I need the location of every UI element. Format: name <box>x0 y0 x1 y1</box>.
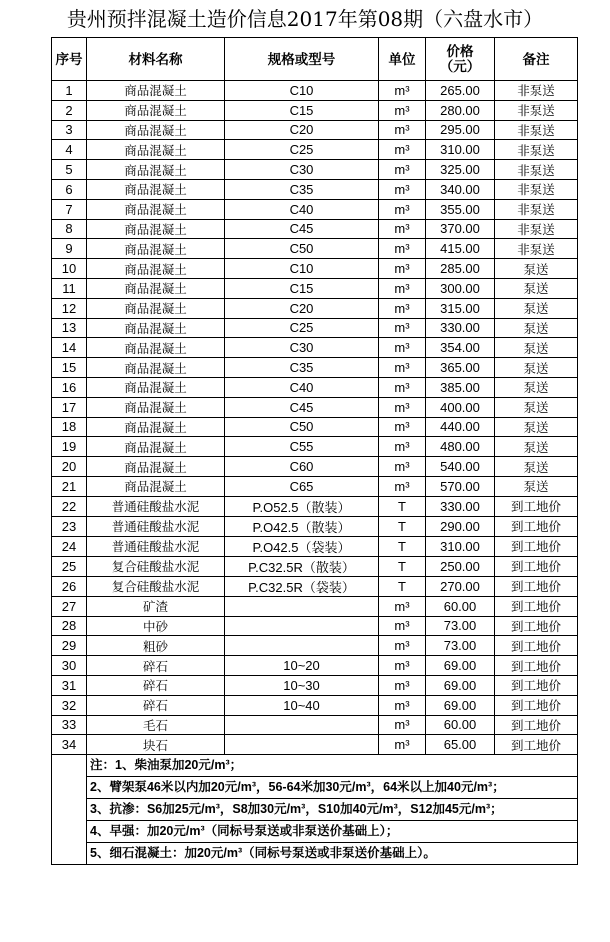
cell-seq: 11 <box>52 278 87 298</box>
cell-price: 69.00 <box>426 675 495 695</box>
cell-unit: T <box>379 576 426 596</box>
cell-price: 570.00 <box>426 476 495 496</box>
cell-spec: C30 <box>225 338 379 358</box>
cell-spec: C65 <box>225 476 379 496</box>
table-row <box>52 160 578 180</box>
cell-price: 285.00 <box>426 259 495 279</box>
cell-name: 普通硅酸盐水泥 <box>87 516 225 536</box>
cell-spec <box>225 636 379 656</box>
cell-unit: T <box>379 536 426 556</box>
cell-seq: 7 <box>52 199 87 219</box>
cell-name: 商品混凝土 <box>87 338 225 358</box>
cell-price: 315.00 <box>426 298 495 318</box>
table-row <box>52 298 578 318</box>
cell-name: 商品混凝土 <box>87 81 225 101</box>
cell-price: 440.00 <box>426 417 495 437</box>
cell-unit: m³ <box>379 437 426 457</box>
table-row <box>52 259 578 279</box>
header-unit: 单位 <box>379 38 426 81</box>
note-3: 3、抗渗：S6加25元/m³，S8加30元/m³，S10加40元/m³，S12加45元/m³； <box>87 799 578 821</box>
cell-remark: 非泵送 <box>495 199 578 219</box>
cell-name: 商品混凝土 <box>87 239 225 259</box>
cell-price: 355.00 <box>426 199 495 219</box>
cell-unit: m³ <box>379 140 426 160</box>
cell-seq: 19 <box>52 437 87 457</box>
table-row <box>52 656 578 676</box>
cell-price: 69.00 <box>426 695 495 715</box>
cell-name: 碎石 <box>87 695 225 715</box>
cell-spec: P.C32.5R（散装） <box>225 556 379 576</box>
cell-name: 普通硅酸盐水泥 <box>87 496 225 516</box>
cell-name: 商品混凝土 <box>87 100 225 120</box>
cell-spec: P.O42.5（袋装） <box>225 536 379 556</box>
cell-name: 块石 <box>87 735 225 755</box>
cell-unit: m³ <box>379 417 426 437</box>
table-row <box>52 675 578 695</box>
table-row <box>52 457 578 477</box>
cell-remark: 泵送 <box>495 437 578 457</box>
cell-spec: C15 <box>225 100 379 120</box>
cell-name: 中砂 <box>87 616 225 636</box>
table-row <box>52 536 578 556</box>
cell-name: 矿渣 <box>87 596 225 616</box>
table-row <box>52 358 578 378</box>
note-5: 5、细石混凝土：加20元/m³（同标号泵送或非泵送价基础上）。 <box>87 843 578 865</box>
notes-blank-cell <box>52 755 87 865</box>
cell-name: 商品混凝土 <box>87 397 225 417</box>
cell-spec: 10~20 <box>225 656 379 676</box>
cell-spec: C10 <box>225 259 379 279</box>
cell-name: 商品混凝土 <box>87 278 225 298</box>
cell-price: 400.00 <box>426 397 495 417</box>
cell-remark: 泵送 <box>495 377 578 397</box>
cell-name: 商品混凝土 <box>87 120 225 140</box>
cell-remark: 到工地价 <box>495 616 578 636</box>
cell-price: 385.00 <box>426 377 495 397</box>
cell-seq: 6 <box>52 179 87 199</box>
cell-unit: m³ <box>379 318 426 338</box>
table-row <box>52 100 578 120</box>
cell-remark: 非泵送 <box>495 120 578 140</box>
page-title: 贵州预拌混凝土造价信息2017年第08期（六盘水市） <box>66 7 544 31</box>
cell-spec: 10~40 <box>225 695 379 715</box>
cell-seq: 13 <box>52 318 87 338</box>
table-row <box>52 338 578 358</box>
table-row <box>52 636 578 656</box>
cell-name: 普通硅酸盐水泥 <box>87 536 225 556</box>
cell-name: 商品混凝土 <box>87 140 225 160</box>
notes-row-5 <box>52 843 578 865</box>
cell-unit: m³ <box>379 199 426 219</box>
cell-name: 商品混凝土 <box>87 476 225 496</box>
cell-name: 商品混凝土 <box>87 358 225 378</box>
cell-remark: 非泵送 <box>495 81 578 101</box>
cell-spec: C50 <box>225 239 379 259</box>
cell-seq: 23 <box>52 516 87 536</box>
cell-seq: 34 <box>52 735 87 755</box>
cell-unit: m³ <box>379 695 426 715</box>
cell-spec: C30 <box>225 160 379 180</box>
cell-seq: 1 <box>52 81 87 101</box>
cell-spec: C25 <box>225 318 379 338</box>
cell-price: 310.00 <box>426 536 495 556</box>
cell-remark: 泵送 <box>495 259 578 279</box>
cell-spec: C25 <box>225 140 379 160</box>
header-spec: 规格或型号 <box>225 38 379 81</box>
table-row <box>52 179 578 199</box>
cell-seq: 15 <box>52 358 87 378</box>
cell-spec: C50 <box>225 417 379 437</box>
cell-spec: C60 <box>225 457 379 477</box>
cell-remark: 到工地价 <box>495 675 578 695</box>
table-row <box>52 576 578 596</box>
table-row <box>52 81 578 101</box>
header-price-line2: （元） <box>439 59 481 74</box>
cell-seq: 17 <box>52 397 87 417</box>
cell-seq: 26 <box>52 576 87 596</box>
cell-unit: m³ <box>379 298 426 318</box>
table-row <box>52 199 578 219</box>
cell-seq: 29 <box>52 636 87 656</box>
cell-seq: 33 <box>52 715 87 735</box>
notes-row-1 <box>52 755 578 777</box>
header-remark: 备注 <box>495 38 578 81</box>
cell-remark: 到工地价 <box>495 715 578 735</box>
cell-seq: 21 <box>52 476 87 496</box>
cell-seq: 9 <box>52 239 87 259</box>
cell-seq: 10 <box>52 259 87 279</box>
notes-row-4 <box>52 821 578 843</box>
table-row <box>52 318 578 338</box>
table-row <box>52 140 578 160</box>
cell-remark: 非泵送 <box>495 100 578 120</box>
cell-name: 毛石 <box>87 715 225 735</box>
header-price <box>426 38 495 81</box>
cell-seq: 2 <box>52 100 87 120</box>
cell-unit: m³ <box>379 616 426 636</box>
cell-unit: m³ <box>379 179 426 199</box>
table-row <box>52 239 578 259</box>
cell-spec <box>225 596 379 616</box>
table-row <box>52 735 578 755</box>
cell-spec: C10 <box>225 81 379 101</box>
cell-remark: 到工地价 <box>495 516 578 536</box>
cell-name: 商品混凝土 <box>87 318 225 338</box>
table-body <box>52 81 578 755</box>
cell-spec: P.C32.5R（袋装） <box>225 576 379 596</box>
cell-unit: m³ <box>379 358 426 378</box>
cell-price: 480.00 <box>426 437 495 457</box>
cell-price: 290.00 <box>426 516 495 536</box>
cell-name: 碎石 <box>87 656 225 676</box>
table-row <box>52 417 578 437</box>
cell-price: 325.00 <box>426 160 495 180</box>
cell-spec: C15 <box>225 278 379 298</box>
cell-seq: 3 <box>52 120 87 140</box>
cell-remark: 到工地价 <box>495 636 578 656</box>
table-row <box>52 596 578 616</box>
cell-price: 370.00 <box>426 219 495 239</box>
cell-price: 60.00 <box>426 596 495 616</box>
cell-name: 商品混凝土 <box>87 437 225 457</box>
cell-unit: m³ <box>379 675 426 695</box>
cell-price: 310.00 <box>426 140 495 160</box>
cell-price: 330.00 <box>426 318 495 338</box>
cell-spec: P.O42.5（散装） <box>225 516 379 536</box>
notes-row-3 <box>52 799 578 821</box>
cell-spec: C40 <box>225 199 379 219</box>
cell-price: 340.00 <box>426 179 495 199</box>
cell-unit: m³ <box>379 219 426 239</box>
cell-seq: 4 <box>52 140 87 160</box>
cell-spec <box>225 616 379 636</box>
cell-unit: m³ <box>379 596 426 616</box>
cell-seq: 32 <box>52 695 87 715</box>
cell-remark: 到工地价 <box>495 576 578 596</box>
cell-remark: 泵送 <box>495 278 578 298</box>
cell-unit: m³ <box>379 636 426 656</box>
cell-remark: 泵送 <box>495 417 578 437</box>
cell-unit: m³ <box>379 100 426 120</box>
cell-unit: m³ <box>379 476 426 496</box>
table-row <box>52 397 578 417</box>
cell-unit: m³ <box>379 397 426 417</box>
cell-name: 商品混凝土 <box>87 457 225 477</box>
cell-unit: m³ <box>379 457 426 477</box>
cell-spec: C45 <box>225 219 379 239</box>
cell-spec: C35 <box>225 179 379 199</box>
table-row <box>52 556 578 576</box>
cell-seq: 14 <box>52 338 87 358</box>
cell-seq: 16 <box>52 377 87 397</box>
table-header-row <box>52 38 578 81</box>
cell-remark: 非泵送 <box>495 160 578 180</box>
cell-name: 商品混凝土 <box>87 259 225 279</box>
cell-spec: P.O52.5（散装） <box>225 496 379 516</box>
cell-unit: m³ <box>379 81 426 101</box>
cell-unit: m³ <box>379 278 426 298</box>
cell-remark: 到工地价 <box>495 536 578 556</box>
cell-name: 粗砂 <box>87 636 225 656</box>
cell-price: 300.00 <box>426 278 495 298</box>
cell-remark: 到工地价 <box>495 735 578 755</box>
cell-remark: 到工地价 <box>495 496 578 516</box>
cell-remark: 到工地价 <box>495 695 578 715</box>
cell-spec: C35 <box>225 358 379 378</box>
table-row <box>52 496 578 516</box>
cell-price: 365.00 <box>426 358 495 378</box>
table-row <box>52 120 578 140</box>
cell-seq: 31 <box>52 675 87 695</box>
table-row <box>52 437 578 457</box>
cell-unit: T <box>379 516 426 536</box>
cell-name: 商品混凝土 <box>87 298 225 318</box>
cell-remark: 非泵送 <box>495 179 578 199</box>
cell-price: 415.00 <box>426 239 495 259</box>
notes-row-2 <box>52 777 578 799</box>
cell-spec: C45 <box>225 397 379 417</box>
cell-remark: 到工地价 <box>495 556 578 576</box>
cell-name: 复合硅酸盐水泥 <box>87 576 225 596</box>
table-row <box>52 476 578 496</box>
cell-price: 280.00 <box>426 100 495 120</box>
cell-remark: 泵送 <box>495 358 578 378</box>
cell-seq: 28 <box>52 616 87 636</box>
table-row <box>52 695 578 715</box>
cell-spec <box>225 735 379 755</box>
cell-price: 69.00 <box>426 656 495 676</box>
cell-price: 540.00 <box>426 457 495 477</box>
cell-remark: 泵送 <box>495 457 578 477</box>
cell-price: 354.00 <box>426 338 495 358</box>
cell-seq: 18 <box>52 417 87 437</box>
cell-seq: 5 <box>52 160 87 180</box>
header-seq: 序号 <box>52 38 87 81</box>
cell-unit: m³ <box>379 160 426 180</box>
table-row <box>52 278 578 298</box>
cell-remark: 非泵送 <box>495 239 578 259</box>
cell-remark: 到工地价 <box>495 596 578 616</box>
cell-unit: m³ <box>379 656 426 676</box>
cell-spec: C40 <box>225 377 379 397</box>
cell-spec: C20 <box>225 120 379 140</box>
cell-seq: 25 <box>52 556 87 576</box>
table-row <box>52 219 578 239</box>
cell-unit: m³ <box>379 735 426 755</box>
cell-unit: m³ <box>379 338 426 358</box>
cell-price: 270.00 <box>426 576 495 596</box>
cell-unit: m³ <box>379 377 426 397</box>
cell-price: 73.00 <box>426 616 495 636</box>
note-4: 4、早强：加20元/m³（同标号泵送或非泵送价基础上）； <box>87 821 578 843</box>
cell-remark: 泵送 <box>495 476 578 496</box>
cell-price: 265.00 <box>426 81 495 101</box>
cell-spec: C20 <box>225 298 379 318</box>
price-table <box>51 37 578 865</box>
cell-name: 商品混凝土 <box>87 199 225 219</box>
cell-seq: 30 <box>52 656 87 676</box>
cell-unit: T <box>379 496 426 516</box>
cell-unit: m³ <box>379 259 426 279</box>
cell-remark: 泵送 <box>495 318 578 338</box>
cell-remark: 非泵送 <box>495 140 578 160</box>
cell-seq: 22 <box>52 496 87 516</box>
note-1: 注：1、柴油泵加20元/m³； <box>87 755 578 777</box>
cell-price: 250.00 <box>426 556 495 576</box>
cell-remark: 非泵送 <box>495 219 578 239</box>
cell-name: 商品混凝土 <box>87 179 225 199</box>
cell-spec: C55 <box>225 437 379 457</box>
cell-price: 65.00 <box>426 735 495 755</box>
cell-remark: 泵送 <box>495 298 578 318</box>
cell-name: 复合硅酸盐水泥 <box>87 556 225 576</box>
table-row <box>52 377 578 397</box>
cell-price: 330.00 <box>426 496 495 516</box>
note-2: 2、臂架泵46米以内加20元/m³，56-64米加30元/m³，64米以上加40元/m³； <box>87 777 578 799</box>
cell-remark: 泵送 <box>495 397 578 417</box>
cell-seq: 12 <box>52 298 87 318</box>
cell-remark: 到工地价 <box>495 656 578 676</box>
table-row <box>52 516 578 536</box>
cell-name: 商品混凝土 <box>87 219 225 239</box>
cell-unit: m³ <box>379 715 426 735</box>
cell-spec <box>225 715 379 735</box>
header-name: 材料名称 <box>87 38 225 81</box>
cell-unit: T <box>379 556 426 576</box>
cell-name: 商品混凝土 <box>87 160 225 180</box>
cell-unit: m³ <box>379 120 426 140</box>
cell-price: 73.00 <box>426 636 495 656</box>
cell-name: 碎石 <box>87 675 225 695</box>
cell-unit: m³ <box>379 239 426 259</box>
cell-name: 商品混凝土 <box>87 377 225 397</box>
cell-seq: 27 <box>52 596 87 616</box>
cell-seq: 24 <box>52 536 87 556</box>
cell-name: 商品混凝土 <box>87 417 225 437</box>
cell-price: 295.00 <box>426 120 495 140</box>
cell-price: 60.00 <box>426 715 495 735</box>
table-row <box>52 616 578 636</box>
cell-spec: 10~30 <box>225 675 379 695</box>
header-price-line1: 价格 <box>446 44 474 59</box>
cell-remark: 泵送 <box>495 338 578 358</box>
cell-seq: 20 <box>52 457 87 477</box>
cell-seq: 8 <box>52 219 87 239</box>
table-row <box>52 715 578 735</box>
